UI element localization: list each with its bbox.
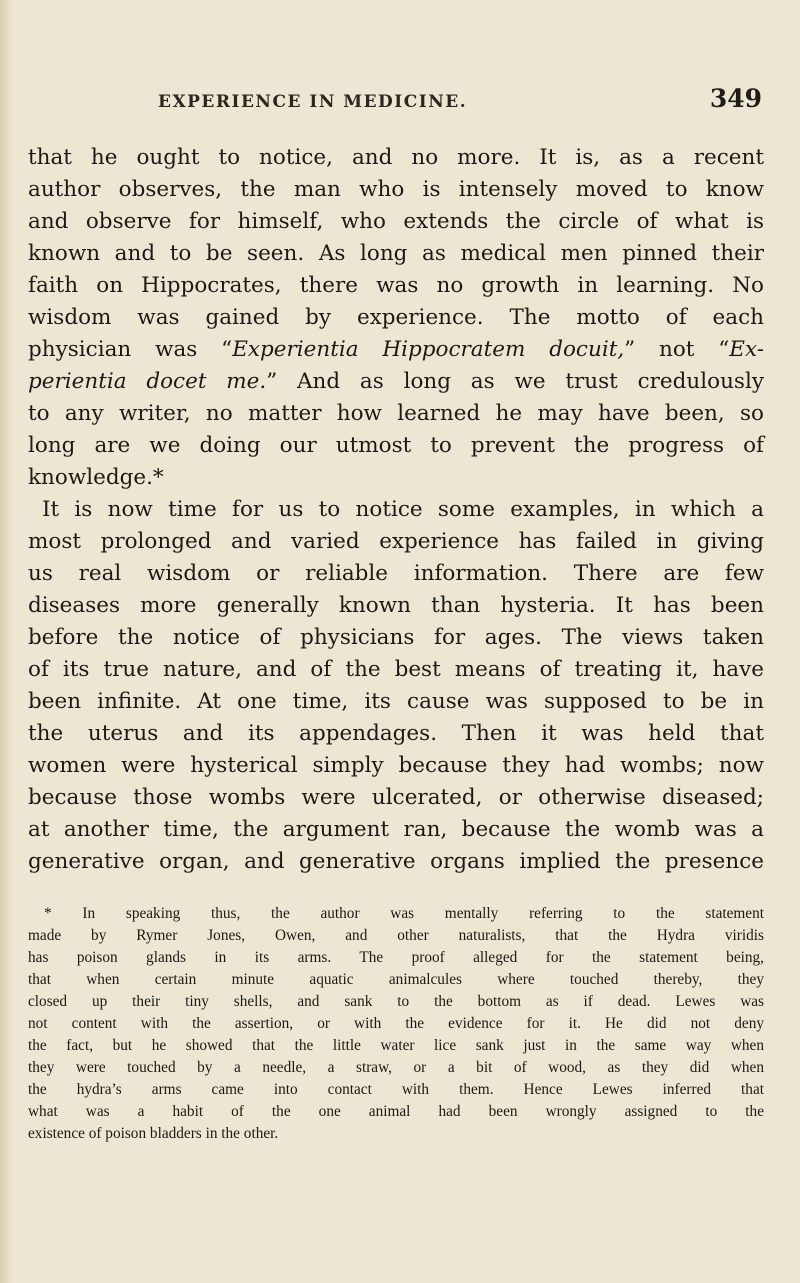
text-line: generative organ, and generative organs implied the presence bbox=[28, 849, 764, 874]
footnote bbox=[28, 903, 764, 1145]
text-line: that he ought to notice, and no more. It is, as a recent bbox=[28, 145, 764, 170]
text-line: and observe for himself, who extends the circle of what is bbox=[28, 209, 764, 234]
text-line: long are we doing our utmost to prevent the progress of bbox=[28, 433, 764, 458]
text-line-end: knowledge.* bbox=[28, 465, 164, 490]
running-title: EXPERIENCE IN MEDICINE. bbox=[158, 92, 468, 112]
text-line: known and to be seen. As long as medical men pinned their bbox=[28, 241, 764, 266]
text-line: to any writer, no matter how learned he may have been, so bbox=[28, 401, 764, 426]
page-binding-edge bbox=[0, 0, 14, 1283]
book-page bbox=[28, 78, 788, 1258]
latin-motto-2-rest: perientia docet me. bbox=[28, 369, 267, 394]
text-line: faith on Hippocrates, there was no growth in learning. No bbox=[28, 273, 764, 298]
motto-line: physician was “Experientia Hippocratem docuit,” not “Ex- bbox=[28, 337, 764, 362]
footnote-line: has poison glands in its arms. The proof alleged for the statement being, bbox=[28, 949, 764, 966]
footnote-line: closed up their tiny shells, and sank to the bottom as if dead. Lewes was bbox=[28, 993, 764, 1010]
footnote-line: not content with the assertion, or with the evidence for it. He did not deny bbox=[28, 1015, 764, 1032]
footnote-line: they were touched by a needle, a straw, or a bit of wood, as they did when bbox=[28, 1059, 764, 1076]
text-line: before the notice of physicians for ages. The views taken bbox=[28, 625, 764, 650]
body-text bbox=[28, 142, 764, 878]
footnote-line: what was a habit of the one animal had been wrongly assigned to the bbox=[28, 1103, 764, 1120]
text-line: at another time, the argument ran, because the womb was a bbox=[28, 817, 764, 842]
page-number: 349 bbox=[709, 84, 762, 113]
text-line: because those wombs were ulcerated, or otherwise diseased; bbox=[28, 785, 764, 810]
latin-motto-1: Experientia Hippocratem docuit, bbox=[232, 337, 625, 362]
text-line: diseases more generally known than hysteria. It has been bbox=[28, 593, 764, 618]
text-line: most prolonged and varied experience has failed in giving bbox=[28, 529, 764, 554]
text-line: of its true nature, and of the best means of treating it, have bbox=[28, 657, 764, 682]
footnote-line: the hydra’s arms came into contact with them. Hence Lewes inferred that bbox=[28, 1081, 764, 1098]
footnote-line: the fact, but he showed that the little water lice sank just in the same way when bbox=[28, 1037, 764, 1054]
text-line: been infinite. At one time, its cause was supposed to be in bbox=[28, 689, 764, 714]
text-line: women were hysterical simply because they had wombs; now bbox=[28, 753, 764, 778]
paragraph-first-line: It is now time for us to notice some examples, in which a bbox=[42, 497, 764, 522]
running-head bbox=[28, 78, 788, 118]
footnote-line: that when certain minute aquatic animalcules where touched thereby, they bbox=[28, 971, 764, 988]
text-line: the uterus and its appendages. Then it was held that bbox=[28, 721, 764, 746]
motto-line-continued: perientia docet me.” And as long as we trust credulously bbox=[28, 369, 764, 394]
latin-motto-2-part: Ex- bbox=[729, 337, 764, 362]
footnote-line: made by Rymer Jones, Owen, and other naturalists, that the Hydra viridis bbox=[28, 927, 764, 944]
text-line: wisdom was gained by experience. The motto of each bbox=[28, 305, 764, 330]
footnote-line: * In speaking thus, the author was mentally referring to the statement bbox=[44, 905, 764, 922]
footnote-line-end: existence of poison bladders in the other. bbox=[28, 1125, 279, 1142]
text-line: us real wisdom or reliable information. There are few bbox=[28, 561, 764, 586]
text-line: author observes, the man who is intensely moved to know bbox=[28, 177, 764, 202]
